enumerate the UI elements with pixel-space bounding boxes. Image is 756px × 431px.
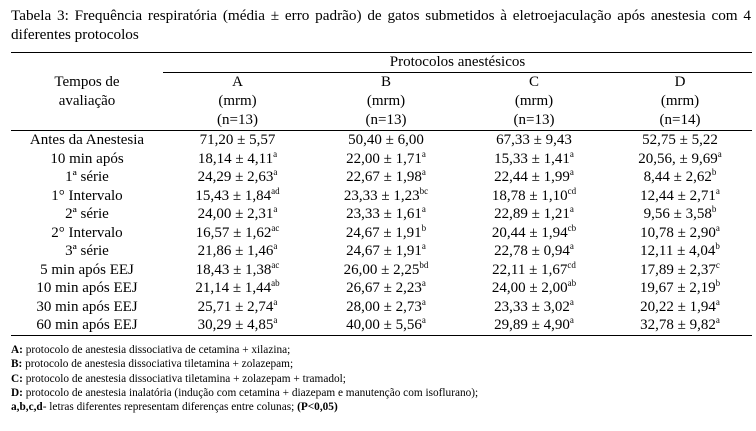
footnote-text: protocolo de anestesia dissociativa de cetamina + xilazina;: [22, 344, 291, 356]
row-label: 5 min após EEJ: [40, 261, 134, 278]
cell-value: 12,44 ± 2,71: [640, 187, 716, 204]
cell-value: 17,89 ± 2,37: [640, 261, 716, 278]
table-row: [11, 316, 752, 335]
significance-letter: a: [421, 296, 426, 307]
cell-value: 24,67 ± 1,91: [346, 243, 422, 259]
table-cell: [312, 298, 460, 317]
significance-letter: ab: [567, 278, 577, 288]
column-n-b: (n=13): [312, 111, 460, 131]
table-cell: [312, 224, 460, 243]
column-n-a: (n=13): [163, 111, 312, 131]
table-row: [11, 242, 752, 261]
table-cell: [608, 261, 752, 280]
significance-letter: a: [273, 167, 278, 177]
significance-letter: ab: [271, 278, 280, 288]
significance-letter: a: [717, 148, 722, 159]
row-label: 1ª série: [65, 169, 109, 185]
footnote-key: a,b,c,d: [11, 401, 43, 414]
cell-value: 24,29 ± 2,63: [197, 169, 274, 185]
table-cell: [608, 242, 752, 261]
footnote-text: protocolo de anestesia dissociativa tiletamina + zolazepam + tramadol;: [22, 372, 346, 385]
significance-letter: a: [421, 241, 426, 251]
table-cell: [163, 242, 312, 261]
table-row: [11, 279, 752, 298]
table-cell: [460, 316, 608, 335]
table-cell: [312, 242, 460, 261]
table-cell: [608, 298, 752, 317]
cell-value: 21,86 ± 1,46: [197, 243, 274, 259]
table-caption: Tabela 3: Frequência respiratória (média ± erro padrão) de gatos submetidos à eletroejaculação após anestesia com 4 diferentes protocolos: [11, 7, 751, 43]
footnote: [11, 400, 478, 414]
column-unit-c: (mrm): [514, 93, 554, 109]
cell-value: 24,00 ± 2,31: [197, 206, 274, 222]
cell-value: 8,44 ± 2,62: [643, 169, 712, 185]
group-header: Protocolos anestésicos: [163, 53, 752, 73]
significance-letter: cd: [567, 259, 576, 270]
cell-value: 18,43 ± 1,38: [195, 261, 272, 278]
significance-letter: a: [715, 315, 720, 325]
significance-letter: a: [715, 296, 720, 307]
significance-letter: b: [715, 241, 720, 251]
significance-letter: a: [421, 167, 426, 177]
cell-value: 21,14 ± 1,44: [195, 280, 272, 296]
significance-letter: a: [421, 148, 426, 159]
significance-letter: ac: [271, 259, 280, 270]
cell-value: 22,44 ± 1,99: [494, 169, 570, 185]
footnote-text: protocolo de anestesia dissociativa tiletamina + zolazepam;: [22, 358, 294, 371]
cell-value: 22,78 ± 0,94: [494, 243, 570, 259]
significance-letter: b: [711, 204, 717, 214]
column-unit-d: (mrm): [660, 93, 700, 109]
cell-value: 26,67 ± 2,23: [346, 280, 422, 296]
table-cell: [608, 316, 752, 335]
row-label: 2ª série: [65, 206, 109, 222]
table-cell: [163, 187, 312, 206]
significance-letter: a: [421, 315, 426, 325]
table-cell: [460, 168, 608, 187]
row-label: 10 min após: [50, 150, 124, 167]
significance-letter: cb: [567, 222, 577, 233]
row-header-spacer: [11, 111, 163, 131]
table-cell: [312, 279, 460, 298]
cell-value: 28,00 ± 2,73: [346, 298, 422, 315]
table-row: [11, 298, 752, 317]
table-cell: [312, 187, 460, 206]
row-header-cell: [11, 53, 163, 73]
significance-letter: cd: [567, 185, 577, 196]
significance-letter: bd: [419, 259, 429, 270]
footnote: [11, 386, 478, 400]
cell-value: 30,29 ± 4,85: [197, 317, 274, 333]
cell-value: 40,00 ± 5,56: [346, 317, 422, 333]
cell-value: 16,57 ± 1,62: [195, 224, 272, 241]
table-cell: [460, 205, 608, 224]
significance-letter: a: [715, 222, 720, 233]
table-cell: [163, 205, 312, 224]
table-cell: [608, 187, 752, 206]
table-cell: [460, 298, 608, 317]
cell-value: 20,44 ± 1,94: [491, 224, 568, 241]
table-cell: [460, 150, 608, 169]
table-cell: [312, 150, 460, 169]
column-n-c: (n=13): [460, 111, 608, 131]
significance-letter: bc: [419, 185, 429, 196]
table-row: [11, 187, 752, 206]
cell-value: 20,56, ± 9,69: [638, 150, 718, 167]
significance-letter: c: [715, 259, 720, 270]
row-label: 2° Intervalo: [51, 224, 123, 241]
cell-value: 24,67 ± 1,91: [345, 224, 422, 241]
significance-letter: b: [711, 167, 717, 177]
data-table: [11, 52, 752, 336]
table-cell: [460, 131, 608, 150]
table-footnotes: [11, 343, 478, 414]
significance-letter: a: [273, 241, 278, 251]
footnote: [11, 343, 478, 357]
cell-value: 29,89 ± 4,90: [494, 317, 570, 333]
cell-value: 18,14 ± 4,11: [197, 150, 274, 167]
cell-value: 71,20 ± 5,57: [199, 132, 276, 148]
significance-letter: a: [569, 296, 574, 307]
table-cell: [163, 150, 312, 169]
table-cell: [460, 224, 608, 243]
significance-letter: a: [273, 204, 278, 214]
significance-letter: a: [421, 278, 426, 288]
significance-letter: b: [421, 222, 427, 233]
cell-value: 67,33 ± 9,43: [496, 132, 572, 148]
row-label: 3ª série: [65, 243, 109, 259]
significance-letter: a: [421, 204, 426, 214]
table-cell: [460, 261, 608, 280]
table-row: [11, 261, 752, 280]
row-label: 1° Intervalo: [51, 187, 123, 204]
table-cell: [608, 150, 752, 169]
cell-value: 22,00 ± 1,71: [346, 150, 422, 167]
table-row: [11, 205, 752, 224]
table-cell: [163, 279, 312, 298]
table-cell: [312, 131, 460, 150]
table-cell: [460, 187, 608, 206]
cell-value: 22,11 ± 1,67: [492, 261, 568, 278]
column-unit-a: (mrm): [218, 93, 257, 109]
cell-value: 15,33 ± 1,41: [494, 150, 570, 167]
table-row: [11, 168, 752, 187]
cell-value: 50,40 ± 6,00: [348, 132, 424, 148]
row-header-line-1: Tempos de: [54, 73, 120, 90]
table-row: [11, 131, 752, 150]
column-header-a: A: [232, 74, 243, 90]
significance-letter: b: [715, 278, 721, 288]
cell-value: 23,33 ± 3,02: [494, 298, 570, 315]
significance-letter: a: [569, 148, 574, 159]
table-cell: [312, 261, 460, 280]
column-header-b: B: [380, 74, 391, 90]
significance-letter: a: [569, 315, 574, 325]
row-label: Antes da Anestesia: [29, 132, 145, 148]
footnote-key: B:: [11, 358, 23, 371]
table-cell: [608, 131, 752, 150]
cell-value: 26,00 ± 2,25: [343, 261, 420, 278]
table-cell: [163, 131, 312, 150]
cell-value: 20,22 ± 1,94: [640, 298, 716, 315]
table-row: [11, 224, 752, 243]
significance-letter: a: [273, 315, 278, 325]
table-cell: [608, 205, 752, 224]
cell-value: 15,43 ± 1,84: [195, 187, 272, 204]
row-header-line-2: avaliação: [58, 93, 116, 109]
cell-value: 18,78 ± 1,10: [491, 187, 568, 204]
cell-value: 25,71 ± 2,74: [197, 298, 274, 315]
footnote-key: A:: [11, 344, 23, 356]
cell-value: 32,78 ± 9,82: [640, 317, 716, 333]
table-cell: [608, 168, 752, 187]
table-cell: [163, 168, 312, 187]
cell-value: 23,33 ± 1,61: [346, 206, 422, 222]
cell-value: 22,67 ± 1,98: [346, 169, 422, 185]
row-label: 10 min após EEJ: [36, 280, 138, 296]
significance-letter: a: [569, 167, 574, 177]
cell-value: 19,67 ± 2,19: [639, 280, 716, 296]
table-cell: [312, 316, 460, 335]
significance-letter: a: [569, 241, 574, 251]
column-header-c: C: [528, 74, 539, 90]
cell-value: 22,89 ± 1,21: [494, 206, 570, 222]
table-cell: [163, 261, 312, 280]
significance-letter: a: [569, 204, 574, 214]
cell-value: 23,33 ± 1,23: [343, 187, 420, 204]
footnote-text: protocolo de anestesia inalatória (indução com cetamina + diazepam e manutenção com isoflurano);: [22, 386, 479, 399]
significance-letter: ad: [271, 185, 280, 196]
table-row: [11, 150, 752, 169]
footnote-significance: (P<0,05): [297, 401, 338, 414]
table-cell: [312, 168, 460, 187]
footnote-key: D:: [11, 386, 23, 399]
significance-letter: a: [273, 148, 278, 159]
table-cell: [163, 224, 312, 243]
cell-value: 9,56 ± 3,58: [643, 206, 712, 222]
cell-value: 12,11 ± 4,04: [640, 243, 716, 259]
table-cell: [163, 316, 312, 335]
column-unit-b: (mrm): [366, 93, 406, 109]
footnote-text: - letras diferentes representam diferenças entre colunas;: [42, 401, 298, 414]
table-body: [11, 131, 752, 336]
column-header-d: D: [674, 74, 686, 90]
column-n-d: (n=14): [608, 111, 752, 131]
significance-letter: a: [715, 185, 720, 196]
footnote: [11, 357, 478, 371]
table-cell: [460, 242, 608, 261]
footnote-key: C:: [11, 372, 23, 385]
cell-value: 52,75 ± 5,22: [642, 132, 718, 148]
table-cell: [608, 279, 752, 298]
significance-letter: ac: [271, 222, 280, 233]
footnote: [11, 372, 478, 386]
row-label: 30 min após EEJ: [36, 298, 138, 315]
table-cell: [163, 298, 312, 317]
cell-value: 10,78 ± 2,90: [640, 224, 716, 241]
cell-value: 24,00 ± 2,00: [491, 280, 568, 296]
table-cell: [312, 205, 460, 224]
row-label: 60 min após EEJ: [11, 316, 163, 335]
table-cell: [460, 279, 608, 298]
significance-letter: a: [273, 296, 278, 307]
table-cell: [608, 224, 752, 243]
